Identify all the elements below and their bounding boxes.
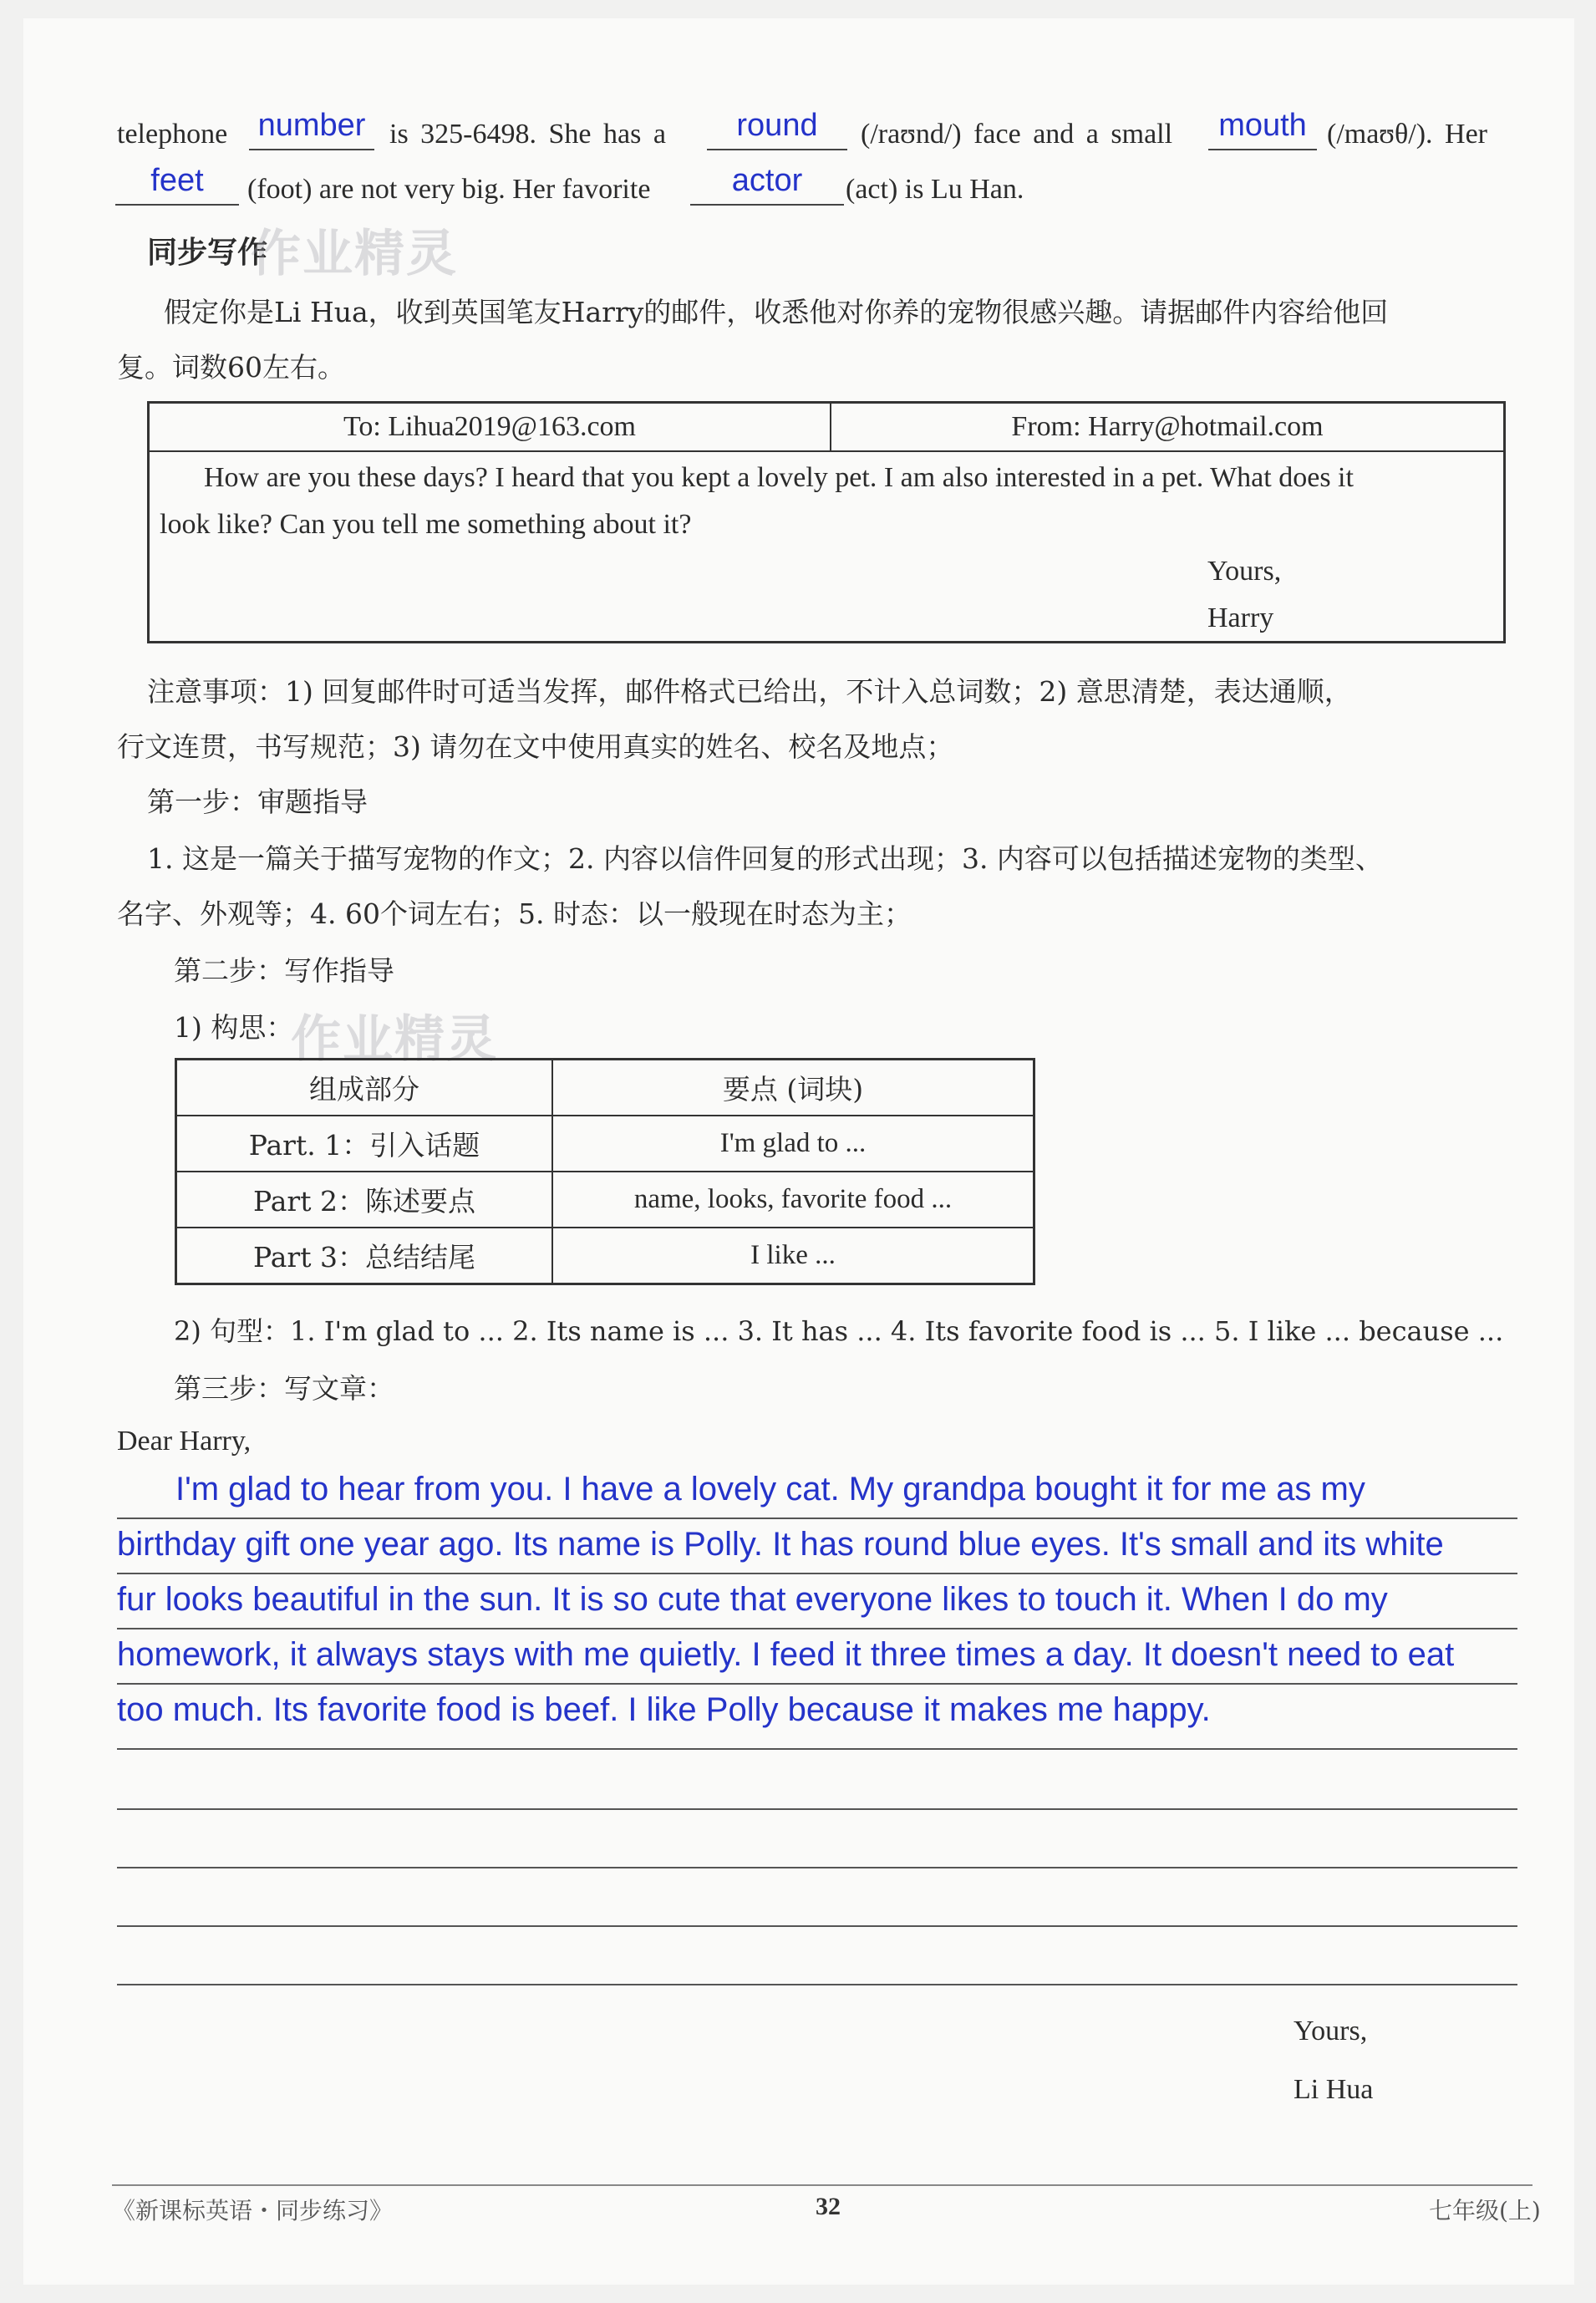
answer-round: round — [736, 108, 818, 143]
plan-point-1: I'm glad to ... — [552, 1116, 1034, 1172]
sentence-patterns: 2) 句型：1. I'm glad to ... 2. Its name is ... 3. It has ... 4. Its favorite food is ... 5. I like ... because ... — [174, 1315, 1504, 1347]
plan-table — [175, 1058, 1035, 1285]
answer-actor: actor — [731, 163, 803, 198]
writing-line-4 — [117, 1683, 1517, 1685]
letter-line-2: birthday gift one year ago. Its name is Polly. It has round blue eyes. It's small and its white — [117, 1526, 1444, 1563]
answer-mouth: mouth — [1218, 108, 1307, 143]
email-body — [149, 451, 1505, 643]
text-lu-han: (act) is Lu Han. — [846, 174, 1024, 205]
blank-round — [707, 107, 847, 150]
footer-rule — [112, 2184, 1532, 2186]
answer-number: number — [257, 108, 366, 143]
letter-line-3: fur looks beautiful in the sun. It is so cute that everyone likes to touch it. When I do my — [117, 1581, 1388, 1618]
plan-part-3: Part 3：总结结尾 — [176, 1228, 553, 1284]
email-body-line-1: How are you these days? I heard that you kept a lovely pet. I am also interested in a pet. What does it — [204, 461, 1354, 493]
footer-grade: 七年级(上) — [1429, 2197, 1541, 2224]
footer-book-title: 《新课标英语・同步练习》 — [112, 2197, 394, 2224]
writing-line-2 — [117, 1573, 1517, 1574]
letter-signature: Li Hua — [1294, 2074, 1374, 2105]
table-row — [176, 1172, 1034, 1228]
email-table — [147, 401, 1506, 643]
text-foot: (foot) are not very big. Her favorite — [247, 174, 651, 205]
writing-line-8 — [117, 1925, 1517, 1927]
blank-mouth — [1208, 107, 1317, 150]
email-closing: Yours, — [1207, 555, 1282, 587]
step-1-title: 第一步：审题指导 — [147, 785, 368, 818]
email-body-line-2: look like? Can you tell me something about it? — [160, 508, 692, 540]
step-1-line-2: 名字、外观等；4. 60个词左右；5. 时态：以一般现在时态为主； — [117, 897, 912, 930]
table-row — [176, 1228, 1034, 1284]
intro-line-2: 复。词数60左右。 — [117, 351, 345, 384]
letter-line-5: too much. Its favorite food is beef. I like Polly because it makes me happy. — [117, 1691, 1211, 1728]
writing-line-3 — [117, 1628, 1517, 1629]
plan-part-2: Part 2：陈述要点 — [176, 1172, 553, 1228]
email-from: From: Harry@hotmail.com — [831, 403, 1505, 451]
section-title: 同步写作 — [147, 236, 268, 270]
table-row — [176, 1116, 1034, 1172]
blank-feet — [115, 162, 239, 206]
email-to: To: Lihua2019@163.com — [149, 403, 831, 451]
watermark: 作业精灵 — [251, 225, 458, 283]
plan-header-points: 要点 (词块) — [552, 1060, 1034, 1116]
step-3-title: 第三步：写文章： — [174, 1372, 394, 1405]
writing-line-9 — [117, 1984, 1517, 1985]
notes-line-1: 注意事项：1) 回复邮件时可适当发挥，邮件格式已给出，不计入总词数；2) 意思清楚，表达通顺， — [147, 675, 1352, 708]
text-telephone: telephone — [117, 119, 228, 150]
plan-part-1: Part. 1：引入话题 — [176, 1116, 553, 1172]
email-signature: Harry — [1207, 602, 1274, 633]
letter-greeting: Dear Harry, — [117, 1426, 252, 1457]
step-1-line-1: 1. 这是一篇关于描写宠物的作文；2. 内容以信件回复的形式出现；3. 内容可以包括描述宠物的类型、 — [147, 842, 1383, 875]
step-2-title: 第二步：写作指导 — [174, 954, 394, 987]
intro-line-1: 假定你是Li Hua，收到英国笔友Harry的邮件，收悉他对你养的宠物很感兴趣。请据邮件内容给他回 — [164, 296, 1389, 328]
letter-line-4: homework, it always stays with me quietly. I feed it three times a day. It doesn't need to eat — [117, 1636, 1455, 1673]
letter-closing: Yours, — [1294, 2016, 1368, 2046]
writing-line-1 — [117, 1518, 1517, 1519]
answer-feet: feet — [150, 163, 204, 198]
text-phone-number: is 325-6498. She has a — [389, 119, 666, 150]
blank-number — [249, 107, 374, 150]
writing-line-5 — [117, 1748, 1517, 1750]
plan-header-parts: 组成部分 — [176, 1060, 553, 1116]
writing-line-7 — [117, 1867, 1517, 1868]
page-number: 32 — [816, 2193, 841, 2220]
blank-actor — [690, 162, 844, 206]
plan-point-2: name, looks, favorite food ... — [552, 1172, 1034, 1228]
writing-line-6 — [117, 1808, 1517, 1810]
text-her: (/maʊθ/). Her — [1327, 119, 1487, 150]
letter-line-1: I'm glad to hear from you. I have a lovely cat. My grandpa bought it for me as my — [175, 1471, 1365, 1507]
plan-point-3: I like ... — [552, 1228, 1034, 1284]
conception-label: 1) 构思： — [174, 1011, 294, 1044]
text-round-face: (/raʊnd/) face and a small — [861, 119, 1173, 150]
watermark-2: 作业精灵 — [291, 1010, 498, 1069]
notes-line-2: 行文连贯，书写规范；3) 请勿在文中使用真实的姓名、校名及地点； — [117, 730, 954, 763]
